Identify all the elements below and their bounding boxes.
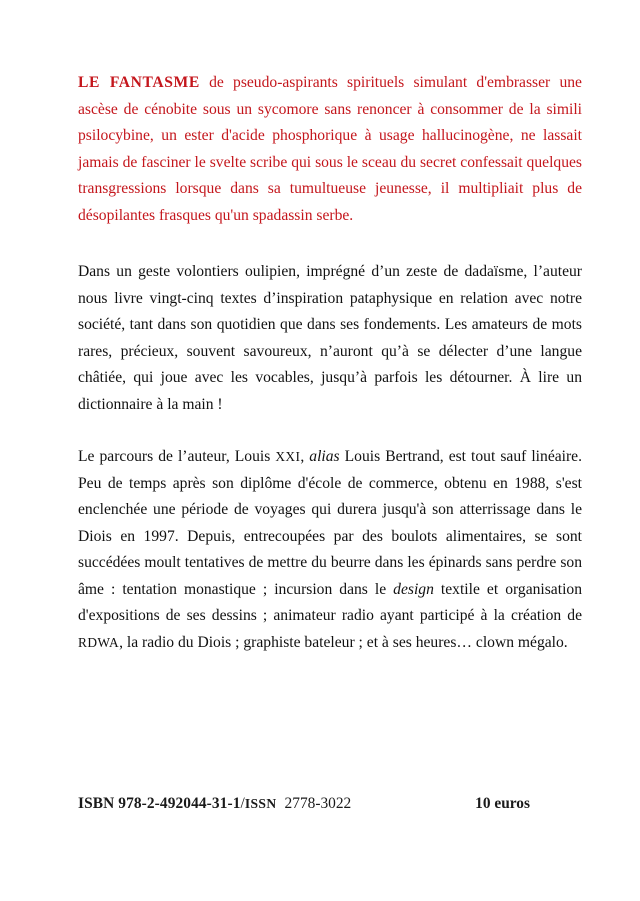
author-bio-part-5: , la radio du Diois ; graphiste bateleur ; et à ses heures… clown mégalo.	[119, 633, 568, 651]
blurb-lead-text: LE FANTASME	[78, 74, 200, 91]
issn-value: 2778-3022	[284, 795, 352, 812]
author-bio-italic-alias: alias	[309, 448, 340, 465]
price-value: 10 euros	[475, 795, 530, 812]
author-bio-italic-design: design	[393, 580, 434, 598]
author-bio-part-4: textile et organisation d'expositions de ses dessins ; animateur radio ayant participé à la création de	[78, 580, 582, 624]
blurb-paragraph	[78, 70, 582, 229]
author-bio-smallcaps-rdwa: RDWA	[78, 634, 120, 650]
description-paragraph: Dans un geste volontiers oulipien, imprégné d’un zeste de dadaïsme, l’auteur nous livre vingt-cinq textes d’inspiration pataphysique en relation avec notre société, tant dans son quotidien que dans ses fondements. Les amateurs de mots rares, précieux, souvent savoureux, n’auront qu’à se délecter d’une langue châtiée, qui joue avec les vocables, jusqu’à parfois les détourner. À lire un dictionnaire à la main !	[78, 263, 582, 413]
author-bio-part-1: Le parcours de l’auteur, Louis	[78, 448, 276, 465]
author-bio-smallcaps-xxi: XXI	[275, 449, 301, 464]
isbn-value: ISBN 978-2-492044-31-1	[78, 795, 241, 812]
author-bio-part-2: ,	[300, 448, 310, 465]
author-bio-part-3: Louis Bertrand, est tout sauf linéaire. Peu de temps après son diplôme d'école de commerce, obtenu en 1988, s'est enclenchée une période de voyages qui durera jusqu'à son atterrissage dans le Diois en 1997. Depuis, entrecoupées par des boulots alimentaires, se sont succédées moult tentatives de mettre du beurre dans les épinards sans perdre son âme : tentation monastique ; incursion dans le	[78, 448, 583, 598]
blurb-body-text: de pseudo-aspirants spirituels simulant d'embrasser une ascèse de cénobite sous un sycomore sans renoncer à consommer de la simili psilocybine, un ester d'acide phosphorique à usage hallucinogène, ne lassait jamais de fasciner le svelte scribe qui sous le sceau du secret confessait quelques transgressions lorsque dans sa tumultueuse jeunesse, il multipliait plus de désopilantes frasques qu'un spadassin serbe.	[78, 74, 582, 224]
footer-bar	[78, 795, 582, 813]
issn-label: ISSN	[244, 796, 277, 811]
author-biography-paragraph	[78, 444, 582, 656]
isbn-issn-separator: /	[240, 795, 245, 812]
footer-identifiers	[78, 795, 351, 813]
